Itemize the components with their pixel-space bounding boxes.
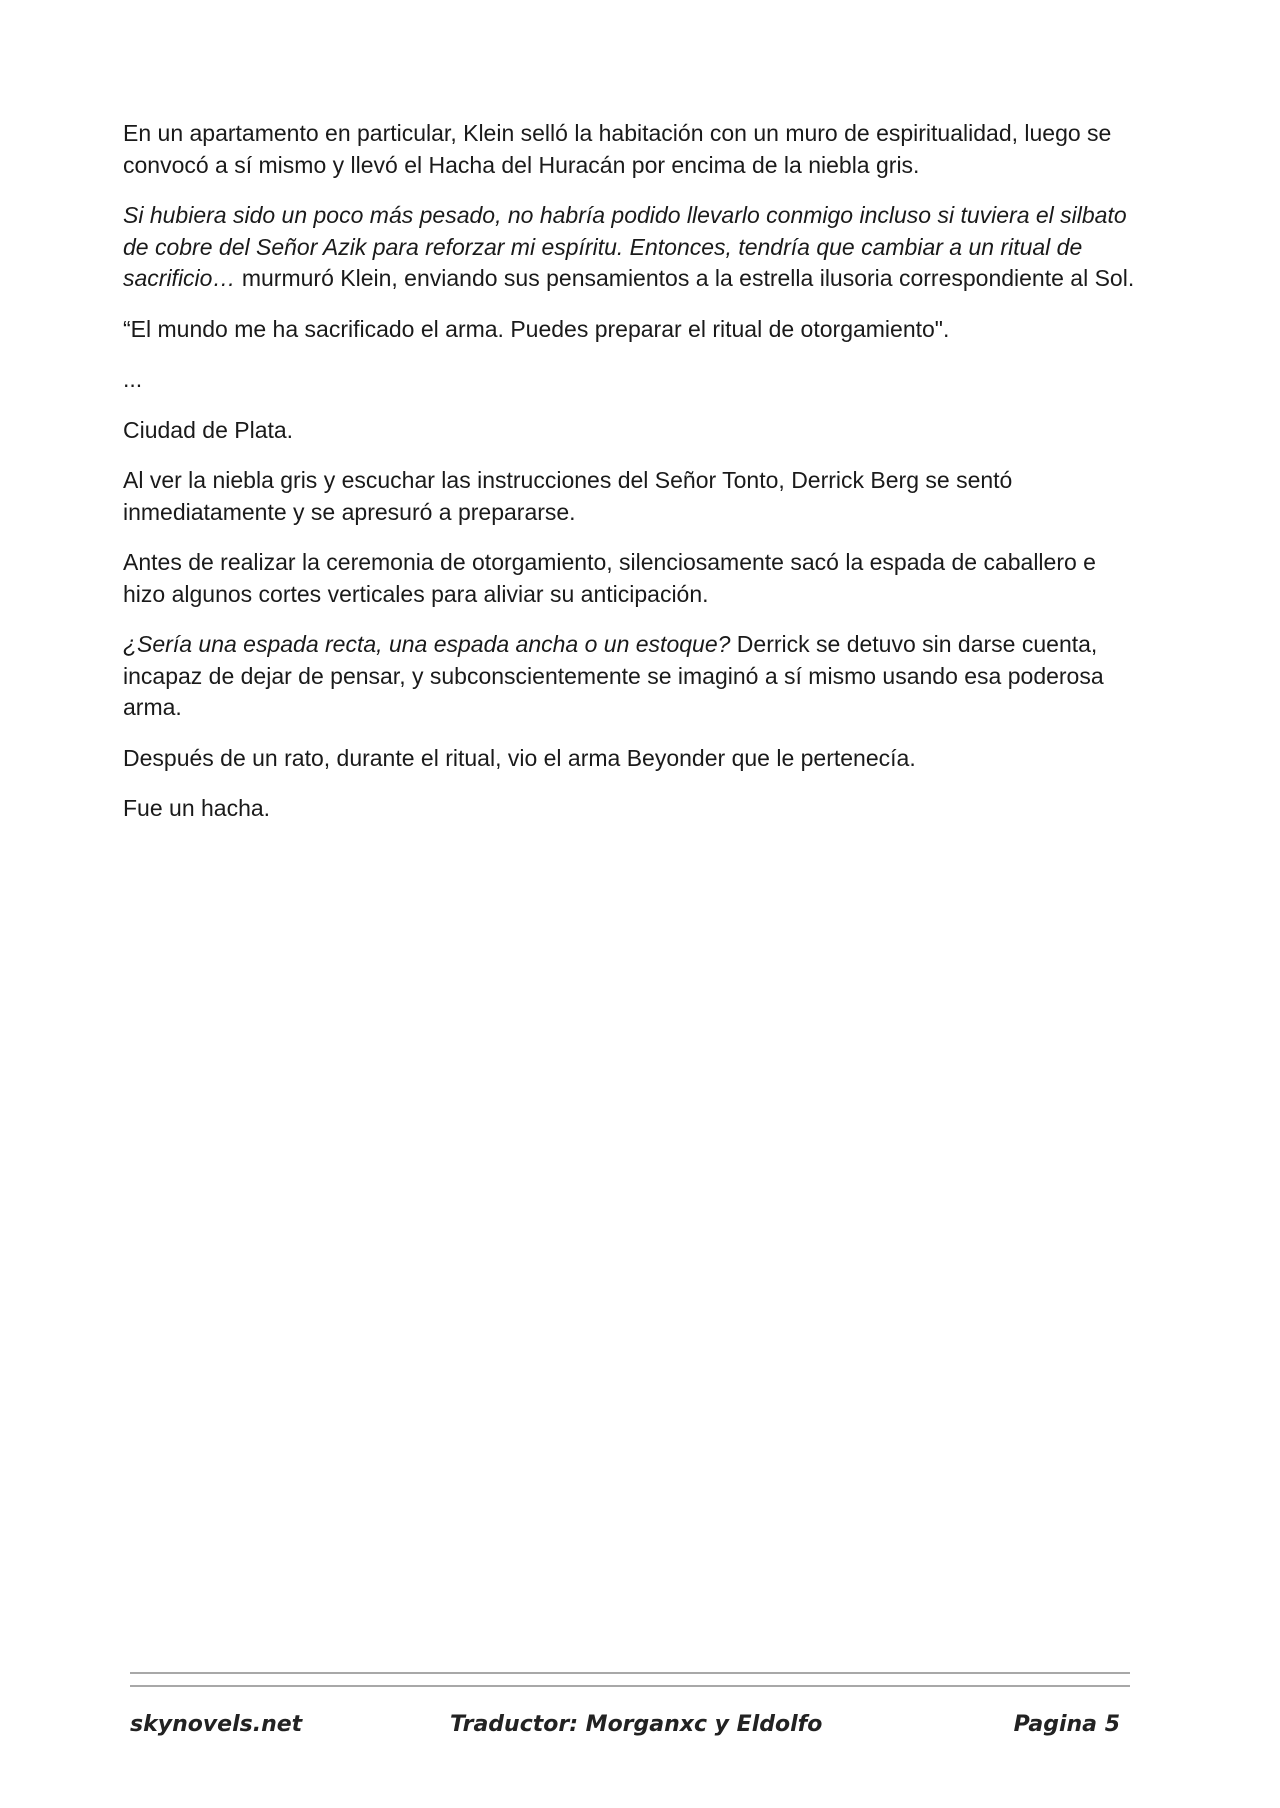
paragraph (123, 200, 1143, 295)
page-footer (130, 1712, 1130, 1752)
footer-site: skynovels.net (130, 1712, 303, 1737)
paragraph-text: Fue un hacha. (123, 795, 271, 821)
paragraph-text: Al ver la niebla gris y escuchar las instrucciones del Señor Tonto, Derrick Berg se sentó inmediatamente y se apresuró a prepararse. (123, 467, 1013, 525)
paragraph-text: Ciudad de Plata. (123, 416, 294, 443)
paragraph-text: Antes de realizar la ceremonia de otorgamiento, silenciosamente sacó la espada de caballero e hizo algunos cortes verticales para aliviar su anticipación. (123, 549, 1096, 607)
paragraph (123, 793, 1143, 825)
paragraph (123, 629, 1143, 724)
footer-divider (130, 1672, 1130, 1687)
paragraph (123, 415, 1143, 447)
document-body (123, 118, 1143, 844)
paragraph-text: murmuró Klein, enviando sus pensamientos a la estrella ilusoria correspondiente al Sol. (235, 265, 1135, 291)
footer-rule-top (130, 1672, 1130, 1674)
paragraph (123, 547, 1143, 610)
paragraph (123, 465, 1143, 528)
paragraph-text: Derrick se detuvo sin darse cuenta, incapaz de dejar de pensar, y subconscientemente se imaginó a sí mismo usando esa poderosa arma. (123, 631, 1104, 720)
paragraph-italic-text: ¿Sería una espada recta, una espada ancha o un estoque? (123, 631, 731, 657)
paragraph-scene-break (123, 364, 1143, 396)
paragraph-text: En un apartamento en particular, Klein selló la habitación con un muro de espiritualidad, luego se convocó a sí mismo y llevó el Hacha del Huracán por encima de la niebla gris. (123, 120, 1112, 178)
footer-page-number: Pagina 5 (1013, 1712, 1120, 1737)
paragraph (123, 743, 1143, 775)
footer-rule-bottom (130, 1685, 1130, 1687)
footer-translator: Traductor: Morganxc y Eldolfo (450, 1712, 823, 1737)
paragraph (123, 118, 1143, 181)
paragraph (123, 314, 1143, 346)
paragraph-text: Después de un rato, durante el ritual, vio el arma Beyonder que le pertenecía. (123, 744, 916, 771)
paragraph-text: “El mundo me ha sacrificado el arma. Puedes preparar el ritual de otorgamiento". (123, 315, 950, 342)
paragraph-italic-text: Si hubiera sido un poco más pesado, no habría podido llevarlo conmigo incluso si tuviera el silbato de cobre del Señor Azik para reforzar mi espíritu. Entonces, tendría que cambiar a un ritual de sacrificio… (123, 202, 1127, 291)
paragraph-text: ... (123, 366, 143, 392)
